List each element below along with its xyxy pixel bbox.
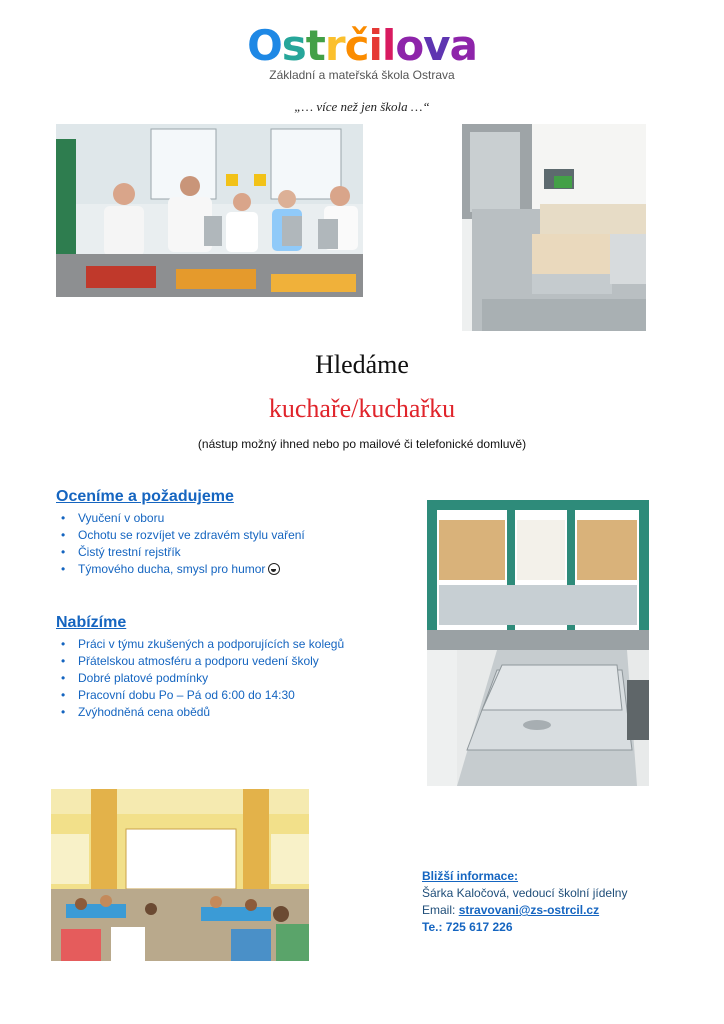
school-motto: „… více než jen škola …“ [294,99,430,114]
smiley-icon [268,563,280,575]
offer-section [56,614,396,721]
contact-email-line [422,902,627,919]
email-label: Email: [422,903,456,917]
logo-letter: o [395,21,424,70]
list-item: • Přátelskou atmosféru a podporu vedení školy [56,653,396,670]
list-item: • Čistý trestní rejstřík [56,544,396,561]
requirements-list [56,510,396,578]
contact-person: Šárka Kaločová, vedoucí školní jídelny [422,886,628,900]
heading-hiring: Hledáme [315,350,409,379]
photo-kitchen-counter [462,124,646,331]
offer-title: Nabízíme [56,614,127,631]
logo-letter: r [324,21,345,70]
list-item: • Vyučení v oboru [56,510,396,527]
job-position: kuchaře/kuchařku [268,394,456,423]
email-link[interactable]: stravovani@zs-ostrcil.cz [458,903,600,917]
logo-letter: O [247,21,282,70]
logo-letter: l [381,21,396,70]
start-note: (nástup možný ihned nebo po mailové či telefonické domluvě) [197,437,527,451]
photo-serving-counter [427,490,649,786]
logo-letter: t [305,21,325,70]
logo-letter: a [449,21,477,70]
contact-info [422,868,627,936]
contact-phone: Te.: 725 617 226 [422,920,513,934]
logo-subtitle: Základní a mateřská škola Ostrava [269,68,455,82]
list-item: • Týmového ducha, smysl pro humor [56,561,396,578]
list-item: • Dobré platové podmínky [56,670,396,687]
photo-dining-hall [51,789,309,961]
requirements-section [56,488,396,578]
logo-letter: s [281,21,306,70]
contact-title: Bližší informace: [422,869,519,883]
list-item: • Práci v týmu zkušených a podporujících se kolegů [56,636,396,653]
list-item: • Ochotu se rozvíjet ve zdravém stylu vaření [56,527,396,544]
offer-list [56,636,396,721]
school-logo [0,22,724,82]
logo-wordmark [0,22,724,70]
photo-kitchen-staff [56,124,363,297]
requirements-title: Oceníme a požadujeme [56,488,234,505]
logo-letter: č [344,21,369,70]
logo-letter: i [368,21,382,70]
list-item: • Zvýhodněná cena obědů [56,704,396,721]
logo-letter: v [423,21,450,70]
list-item: • Pracovní dobu Po – Pá od 6:00 do 14:30 [56,687,396,704]
